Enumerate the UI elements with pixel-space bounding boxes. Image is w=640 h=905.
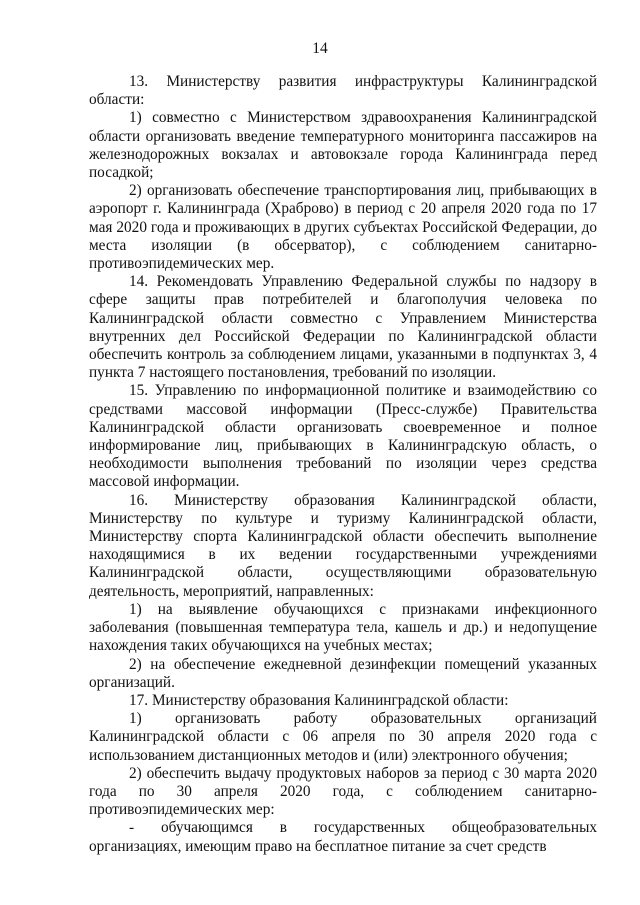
page-number: 14: [312, 40, 328, 57]
paragraph-17-item-1: 1) организовать работу образовательных организаций Калининградской области с 06 апреля по 30 апреля 2020 года с использованием дистанционных методов и (или) электронного обучения;: [89, 710, 597, 764]
paragraph-13-item-2: 2) организовать обеспечение транспортирования лиц, прибывающих в аэропорт г. Калининграда (Храброво) в период с 20 апреля 2020 года по 17 мая 2020 года и проживающих в других субъектах Российской Федерации, до места изоляции (в обсерватор), с соблюдением санитарно-противоэпидемических мер.: [89, 182, 597, 273]
paragraph-14: 14. Рекомендовать Управлению Федеральной службы по надзору в сфере защиты прав потребителей и благополучия человека по Калининградской области совместно с Управлением Министерства внутренних дел Российской Федерации по Калининградской области обеспечить контроль за соблюдением лицами, указанными в подпунктах 3, 4 пункта 7 настоящего постановления, требований по изоляции.: [89, 273, 597, 382]
paragraph-13: 13. Министерству развития инфраструктуры Калининградской области:: [89, 73, 597, 109]
paragraph-15: 15. Управлению по информационной политике и взаимодействию со средствами массовой информации (Пресс-службе) Правительства Калининградской области организовать своевременное и полное информирование лиц, прибывающих в Калининградскую область, о необходимости выполнения требований по изоляции через средства массовой информации.: [89, 382, 597, 491]
paragraph-16-item-2: 2) на обеспечение ежедневной дезинфекции помещений указанных организаций.: [89, 655, 597, 691]
paragraph-17-item-2-dash: - обучающимся в государственных общеобразовательных организациях, имеющим право на бесплатное питание за счет средств: [89, 819, 597, 855]
paragraph-17: 17. Министерству образования Калининградской области:: [129, 691, 509, 709]
paragraph-16-item-1: 1) на выявление обучающихся с признаками инфекционного заболевания (повышенная температура тела, кашель и др.) и недопущение нахождения таких обучающихся на учебных местах;: [89, 600, 597, 655]
document-body: [89, 73, 597, 856]
paragraph-17-item-2: 2) обеспечить выдачу продуктовых наборов за период с 30 марта 2020 года по 30 апреля 2020 года, с соблюдением санитарно-противоэпидемических мер:: [89, 764, 597, 819]
paragraph-13-item-1: 1) совместно с Министерством здравоохранения Калининградской области организовать введение температурного мониторинга пассажиров на железнодорожных вокзалах и автовокзале города Калининграда перед посадкой;: [89, 109, 597, 182]
paragraph-16: 16. Министерству образования Калининградской области, Министерству по культуре и туризму Калининградской области, Министерству спорта Калининградской области обеспечить выполнение находящимися в их ведении государственными учреждениями Калининградской области, осуществляющими образовательную деятельность, мероприятий, направленных:: [89, 491, 597, 600]
